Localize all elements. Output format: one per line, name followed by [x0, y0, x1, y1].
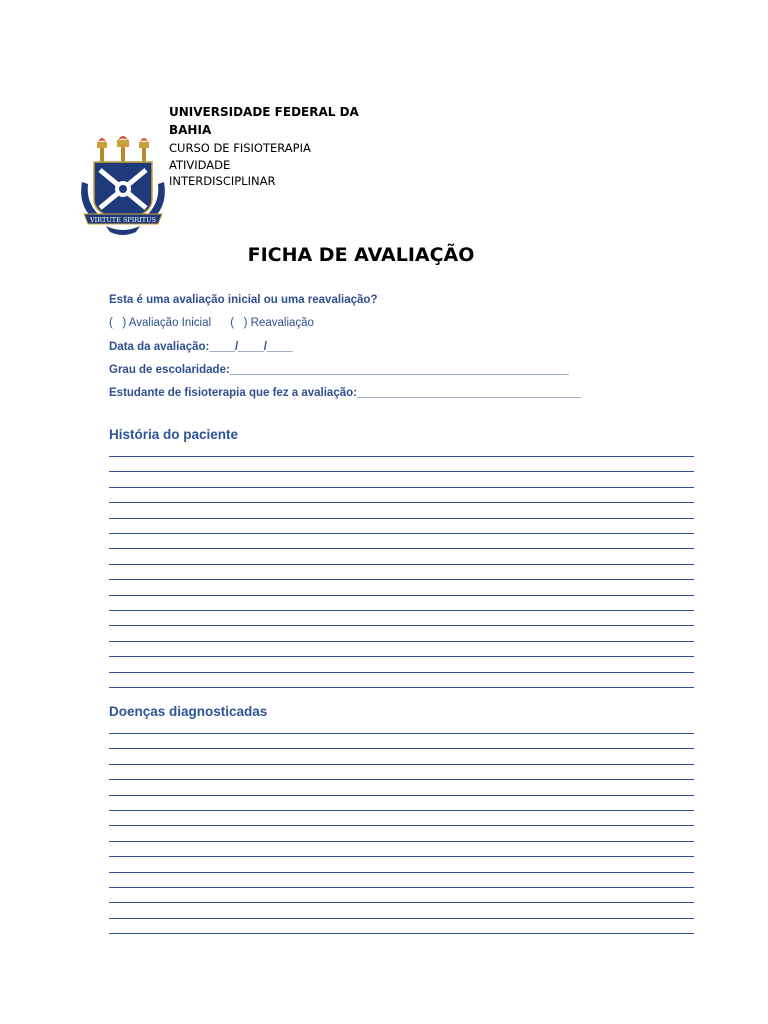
diagnosed-diseases-heading: Doenças diagnosticadas [109, 704, 268, 719]
writing-line[interactable] [109, 841, 694, 842]
education-level-field[interactable]: Grau de escolaridade:_____________________________________________________ [109, 364, 569, 376]
writing-line[interactable] [109, 779, 694, 780]
writing-line[interactable] [109, 733, 694, 734]
torch-icon [139, 138, 149, 162]
writing-line[interactable] [109, 471, 694, 472]
writing-line[interactable] [109, 487, 694, 488]
university-name: UNIVERSIDADE FEDERAL DA BAHIA [169, 105, 359, 137]
ufba-crest-icon [76, 134, 170, 238]
evaluation-type-question: Esta é uma avaliação inicial ou uma reavaliação? [109, 294, 378, 306]
evaluation-type-options[interactable]: ( ) Avaliação Inicial ( ) Reavaliação [109, 317, 314, 329]
writing-line[interactable] [109, 687, 694, 688]
writing-line[interactable] [109, 933, 694, 934]
institution-header [169, 103, 369, 190]
writing-line[interactable] [109, 887, 694, 888]
writing-line[interactable] [109, 533, 694, 534]
writing-line[interactable] [109, 610, 694, 611]
writing-line[interactable] [109, 672, 694, 673]
writing-line[interactable] [109, 872, 694, 873]
torch-icon [117, 136, 129, 162]
writing-line[interactable] [109, 902, 694, 903]
page-title: FICHA DE AVALIAÇÃO [247, 244, 475, 266]
writing-line[interactable] [109, 918, 694, 919]
writing-line[interactable] [109, 579, 694, 580]
writing-line[interactable] [109, 656, 694, 657]
torch-icon [97, 138, 107, 162]
writing-line[interactable] [109, 518, 694, 519]
activity-line-2: INTERDISCIPLINAR [169, 174, 276, 188]
writing-line[interactable] [109, 502, 694, 503]
writing-line[interactable] [109, 795, 694, 796]
writing-line[interactable] [109, 764, 694, 765]
writing-line[interactable] [109, 748, 694, 749]
logo-motto: VIRTUTE SPIRITUS [89, 216, 157, 224]
activity-line-1: ATIVIDADE [169, 157, 231, 172]
writing-line[interactable] [109, 641, 694, 642]
course-name: CURSO DE FISIOTERAPIA [169, 141, 311, 155]
writing-line[interactable] [109, 856, 694, 857]
evaluation-date-field[interactable]: Data da avaliação:____/____/____ [109, 341, 293, 353]
writing-line[interactable] [109, 825, 694, 826]
writing-line[interactable] [109, 564, 694, 565]
writing-line[interactable] [109, 810, 694, 811]
writing-line[interactable] [109, 456, 694, 457]
student-name-field[interactable]: Estudante de fisioterapia que fez a avaliação:___________________________________ [109, 387, 581, 399]
writing-line[interactable] [109, 625, 694, 626]
writing-line[interactable] [109, 595, 694, 596]
writing-line[interactable] [109, 548, 694, 549]
patient-history-heading: História do paciente [109, 427, 239, 442]
